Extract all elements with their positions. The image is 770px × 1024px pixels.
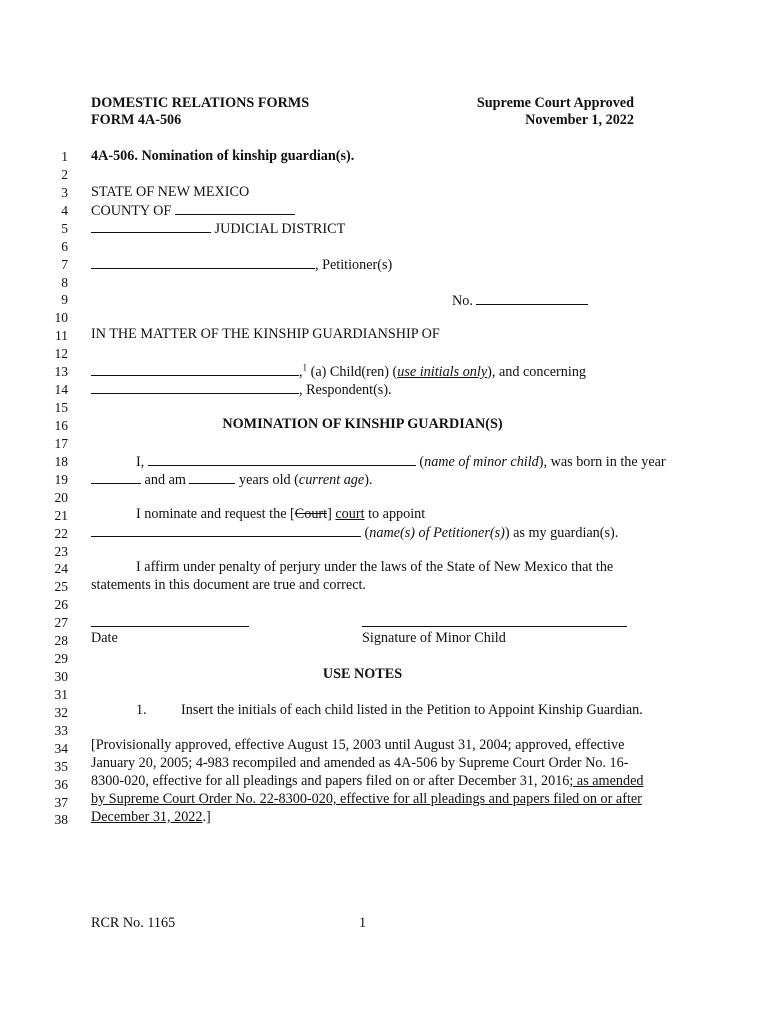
line-number: 23 (54, 543, 68, 559)
para1-line2 (91, 470, 372, 489)
line-number: 17 (54, 435, 68, 451)
history-line3a: 8300-020, effective for all pleadings and papers filed on or after December 31, 2016 (91, 773, 570, 789)
petitioner-names-field[interactable] (91, 523, 361, 537)
line-number: 10 (54, 310, 68, 326)
history-line3 (91, 773, 643, 790)
header-form-number: FORM 4A-506 (91, 112, 182, 128)
caption-respondent-line (91, 380, 392, 399)
footer-rcr: RCR No. 1165 (91, 915, 176, 931)
para2-line1 (136, 506, 425, 523)
line-number: 22 (54, 525, 68, 541)
child-comma: , (299, 364, 303, 380)
history-line4: by Supreme Court Order No. 22-8300-020, effective for all pleadings and papers filed on or after (91, 791, 642, 807)
line-number: 26 (54, 597, 68, 613)
history-line5 (91, 809, 211, 826)
line-number: 8 (61, 274, 68, 290)
case-number-label: No. (452, 293, 473, 309)
line-number: 3 (61, 184, 68, 200)
line-number: 37 (54, 794, 68, 810)
line-number: 30 (54, 669, 68, 684)
para2-line2: (name(s) of Petitioner(s)) as my guardian(s). (91, 523, 618, 542)
use-notes-title: USE NOTES (322, 666, 403, 682)
birth-year-field[interactable] (91, 470, 141, 484)
line-number: 21 (54, 507, 68, 523)
caption-petitioner: , Petitioner(s) (315, 257, 393, 273)
para2-end2: ) as my guardian(s). (504, 525, 619, 541)
caption-district: JUDICIAL DISTRICT (214, 221, 346, 237)
line-number: 28 (54, 633, 68, 649)
age-field[interactable] (189, 470, 235, 484)
case-number-field[interactable] (476, 291, 588, 305)
line-number: 5 (61, 220, 68, 236)
minor-signature-line[interactable] (362, 626, 627, 627)
para2-start: I nominate and request the [ (136, 506, 295, 522)
line-number: 38 (54, 812, 68, 828)
para1-child-note: name of minor child (424, 454, 539, 470)
petitioner-field[interactable] (91, 255, 315, 269)
history-line5-date: December 31, 2022 (91, 809, 203, 825)
line-number: 27 (54, 615, 68, 631)
line-number: 7 (61, 256, 68, 272)
respondent-field[interactable] (91, 380, 299, 394)
district-field[interactable] (91, 219, 211, 233)
caption-county-line (91, 201, 295, 220)
line-number: 31 (54, 686, 68, 702)
line-number: 2 (61, 166, 68, 182)
caption-district-line (91, 219, 345, 238)
line-number: 35 (54, 758, 68, 774)
date-label: Date (91, 630, 118, 646)
form-title: 4A-506. Nomination of kinship guardian(s). (91, 148, 355, 164)
line-number: 6 (61, 238, 68, 254)
county-field[interactable] (175, 201, 295, 215)
line-number: 11 (55, 328, 68, 344)
caption-county: COUNTY OF (91, 203, 172, 219)
para1-mid: ), was born in the year (538, 454, 666, 470)
header-approval-date: November 1, 2022 (525, 112, 634, 128)
line-number: 16 (54, 417, 68, 433)
minor-child-name-field[interactable] (148, 452, 416, 466)
case-number-line (452, 291, 588, 310)
caption-petitioner-line (91, 255, 392, 274)
line-number: 14 (54, 382, 68, 398)
line-number: 18 (54, 453, 68, 469)
history-line5-end: .] (202, 809, 211, 825)
page-number: 1 (359, 915, 367, 931)
para3-line2: statements in this document are true and correct. (91, 577, 366, 593)
para2-end: to appoint (364, 506, 426, 522)
line-number: 32 (54, 704, 68, 720)
line-number: 34 (54, 740, 68, 756)
para2-underlined: court (335, 506, 365, 522)
child-initials-note: use initials only (397, 364, 488, 380)
caption-child-line (91, 362, 586, 381)
caption-state: STATE OF NEW MEXICO (91, 184, 250, 200)
signature-label: Signature of Minor Child (362, 630, 506, 646)
para1-line1: I, (name of minor child), was born in the year (136, 454, 666, 470)
line-number: 20 (54, 489, 68, 505)
date-signature-line[interactable] (91, 626, 249, 627)
history-line1: [Provisionally approved, effective August 15, 2003 until August 31, 2004; approved, effective (91, 737, 625, 753)
footnote-ref: 1 (302, 362, 308, 373)
section-title: NOMINATION OF KINSHIP GUARDIAN(S) (222, 416, 503, 432)
history-line3b: ; as amended (569, 773, 644, 789)
child-text-end: ), and concerning (487, 364, 587, 380)
para2-petitioner-note: name(s) of Petitioner(s) (369, 525, 505, 541)
line-number: 33 (54, 722, 68, 738)
para1-and-am: and am (144, 472, 186, 488)
line-number: 15 (54, 400, 68, 415)
para1-end: ). (364, 472, 373, 488)
line-number: 24 (54, 561, 68, 577)
caption-respondent: , Respondent(s). (299, 382, 392, 398)
line-number: 25 (54, 579, 68, 595)
para1-years-old: years old ( (239, 472, 299, 488)
child-field[interactable] (91, 362, 299, 376)
line-number: 12 (54, 346, 68, 362)
caption-matter: IN THE MATTER OF THE KINSHIP GUARDIANSHIP OF (91, 326, 440, 342)
header-approval: Supreme Court Approved (476, 95, 634, 111)
para3-line1: I affirm under penalty of perjury under the laws of the State of New Mexico that the (136, 559, 614, 575)
line-number: 9 (61, 292, 68, 308)
para2-struck: Court (294, 506, 328, 522)
line-number: 36 (54, 776, 68, 792)
para1-start: I, (136, 454, 145, 470)
history-line2: January 20, 2005; 4-983 recompiled and amended as 4A-506 by Supreme Court Order No. 16- (91, 755, 629, 771)
line-number: 29 (54, 651, 68, 666)
header-form-category: DOMESTIC RELATIONS FORMS (91, 95, 310, 111)
line-number: 13 (54, 364, 68, 380)
use-note-text: Insert the initials of each child listed in the Petition to Appoint Kinship Guardian. (181, 702, 643, 718)
use-note-number: 1. (136, 702, 147, 718)
para1-age-note: current age (298, 472, 365, 488)
line-number: 19 (54, 471, 68, 487)
para2-mid: ] (327, 506, 332, 522)
line-number: 1 (61, 149, 68, 164)
child-text: (a) Child(ren) ( (307, 364, 398, 380)
line-number: 4 (61, 202, 68, 218)
